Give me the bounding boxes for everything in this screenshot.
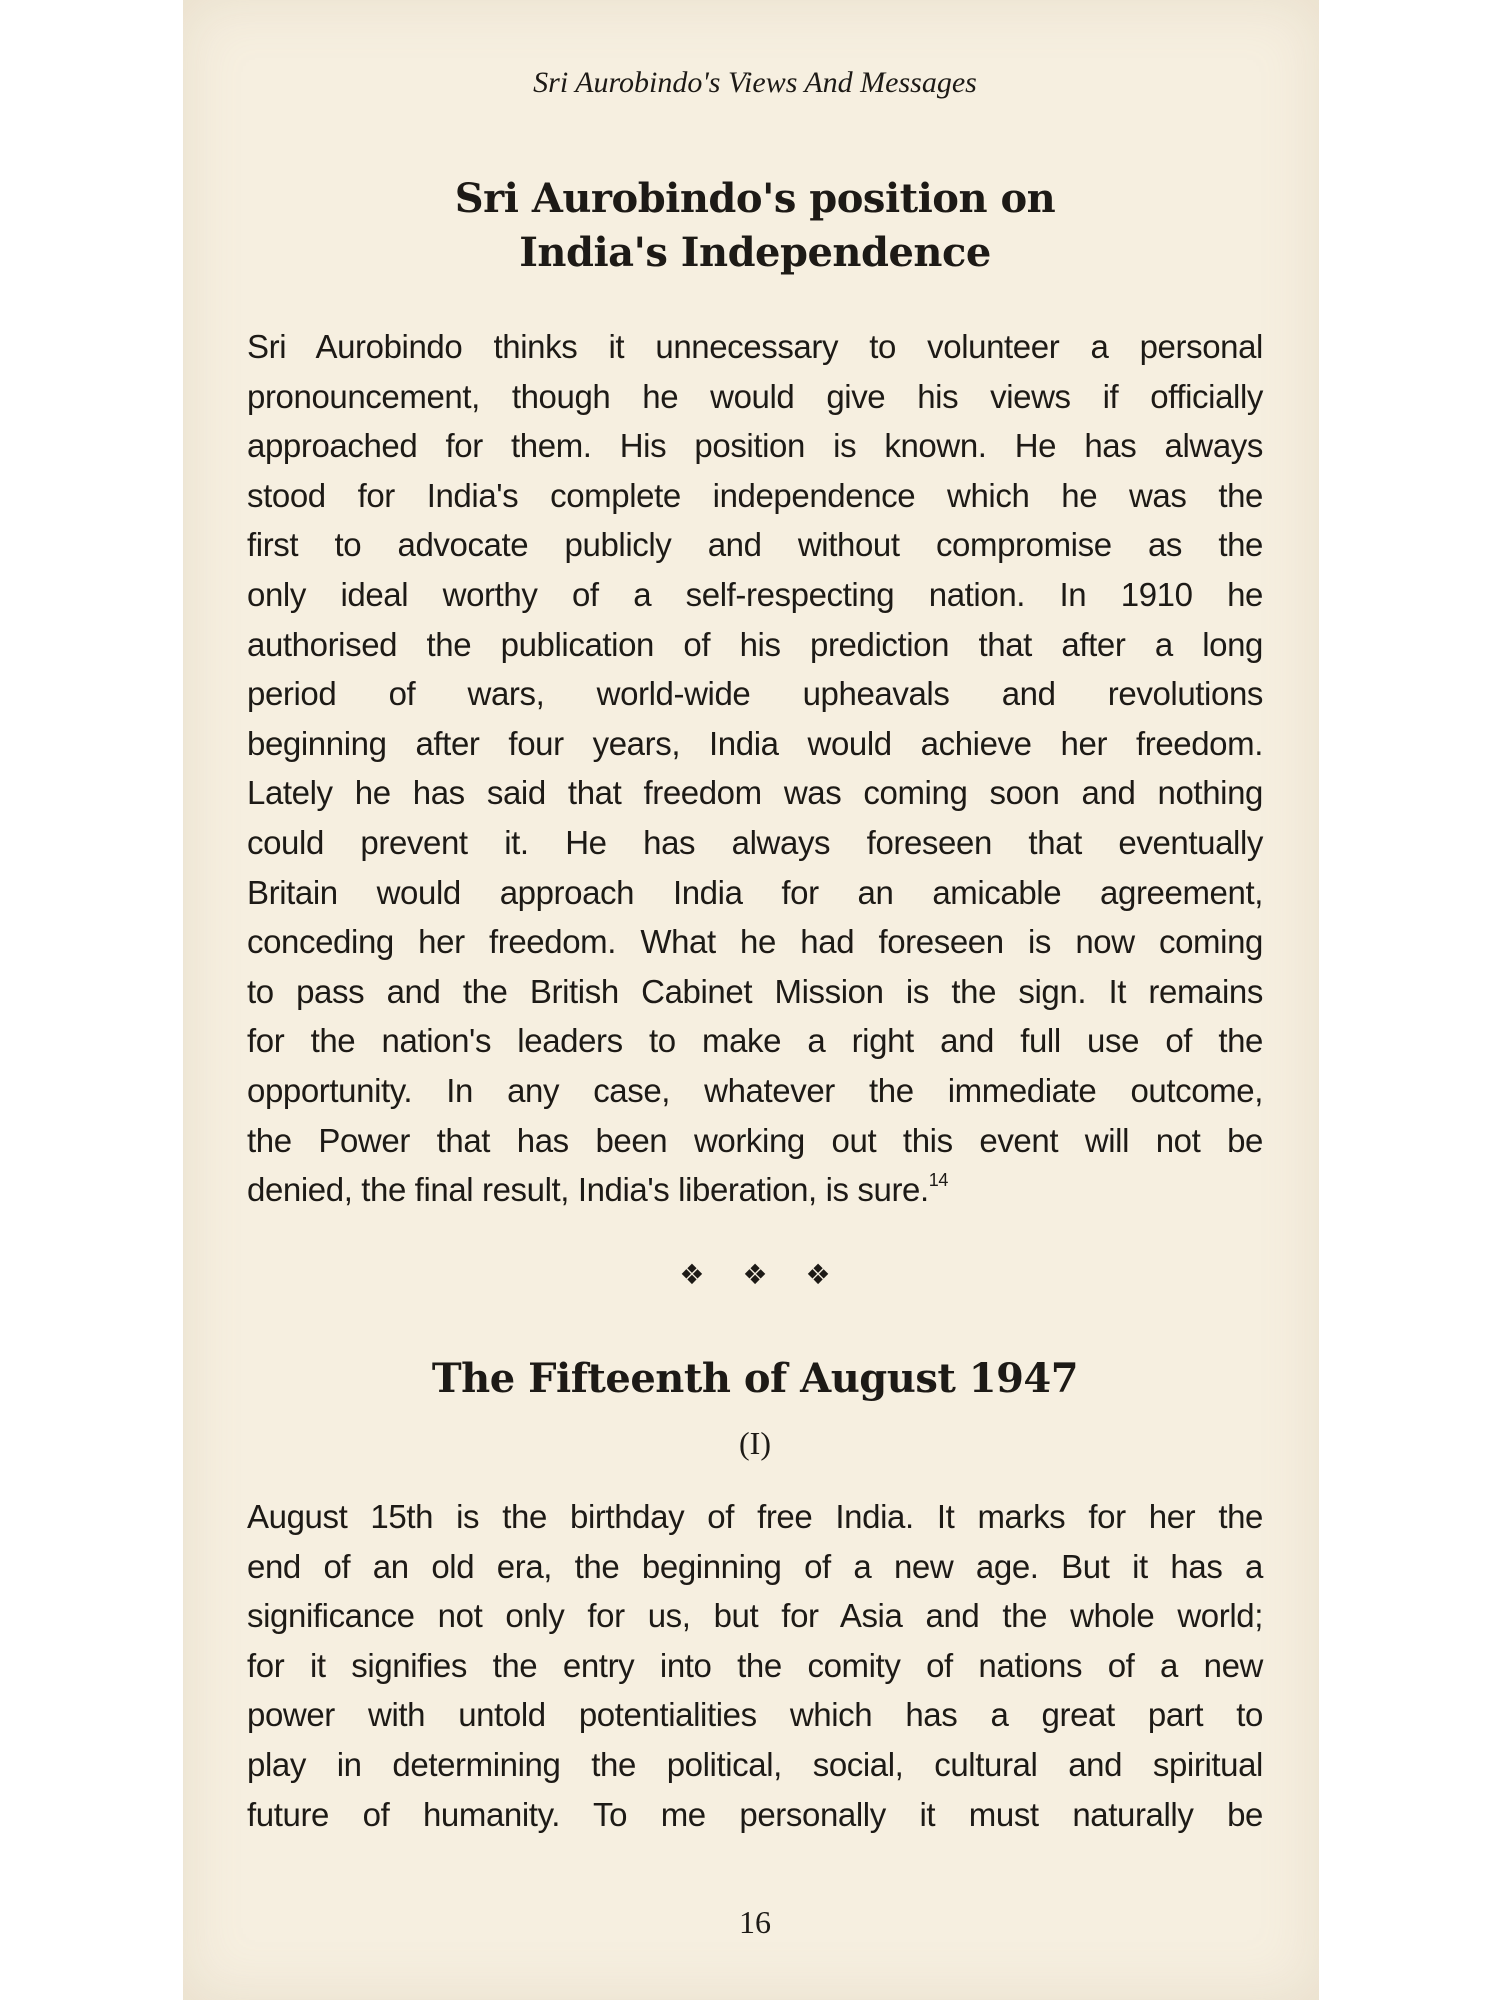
text-line-last <box>247 1165 1263 1215</box>
text-line: pronouncement, though he would give his views if officially <box>247 377 1263 415</box>
text-line: significance not only for us, but for Asia and the whole world; <box>247 1597 1263 1635</box>
paragraph-fifteenth-august <box>247 1492 1263 1839</box>
section-title-fifteenth-august: The Fifteenth of August 1947 <box>431 1355 1079 1402</box>
text-line: only ideal worthy of a self-respecting nation. In 1910 he <box>247 575 1263 613</box>
text-line: beginning after four years, India would achieve her freedom. <box>247 724 1263 762</box>
page-number: 16 <box>739 1904 771 1940</box>
text-line: stood for India's complete independence which he was the <box>247 476 1263 514</box>
text-line: for the nation's leaders to make a right and full use of the <box>247 1022 1263 1060</box>
text-line: conceding her freedom. What he had foreseen is now coming <box>247 923 1263 961</box>
text-line: to pass and the British Cabinet Mission is the sign. It remains <box>247 972 1263 1010</box>
text-line: Britain would approach India for an amicable agreement, <box>247 873 1263 911</box>
text-line: play in determining the political, social, cultural and spiritual <box>247 1745 1263 1783</box>
text-line: end of an old era, the beginning of a new age. But it has a <box>247 1547 1263 1585</box>
text-line: the Power that has been working out this event will not be <box>247 1121 1263 1159</box>
text-line: for it signifies the entry into the comity of nations of a new <box>247 1646 1263 1684</box>
running-head: Sri Aurobindo's Views And Messages <box>533 66 977 99</box>
text-line: Sri Aurobindo thinks it unnecessary to volunteer a personal <box>247 328 1263 365</box>
section-divider-ornament: ❖❖❖ <box>679 1258 869 1291</box>
text-line: approached for them. His position is known. He has always <box>247 427 1263 465</box>
text-line: future of humanity. To me personally it must naturally be <box>247 1795 1263 1833</box>
book-page <box>183 0 1319 2000</box>
text-line: authorised the publication of his prediction that after a long <box>247 625 1263 663</box>
text-line: first to advocate publicly and without compromise as the <box>247 526 1263 564</box>
section-title-independence <box>247 172 1263 280</box>
text-line: denied, the final result, India's liberation, is sure. <box>247 1171 929 1209</box>
section-title-line: Sri Aurobindo's position on <box>454 175 1056 222</box>
text-line: opportunity. In any case, whatever the immediate outcome, <box>247 1071 1263 1109</box>
text-line: power with untold potentialities which has a great part to <box>247 1696 1263 1734</box>
text-line: Lately he has said that freedom was coming soon and nothing <box>247 774 1263 812</box>
text-line: could prevent it. He has always foreseen that eventually <box>247 823 1263 861</box>
section-title-line: India's Independence <box>519 229 991 276</box>
part-number-heading: (I) <box>739 1425 771 1461</box>
paragraph-independence <box>247 322 1263 1215</box>
text-line: August 15th is the birthday of free India. It marks for her the <box>247 1498 1263 1535</box>
text-line: period of wars, world-wide upheavals and revolutions <box>247 675 1263 713</box>
footnote-reference: 14 <box>928 1170 948 1191</box>
